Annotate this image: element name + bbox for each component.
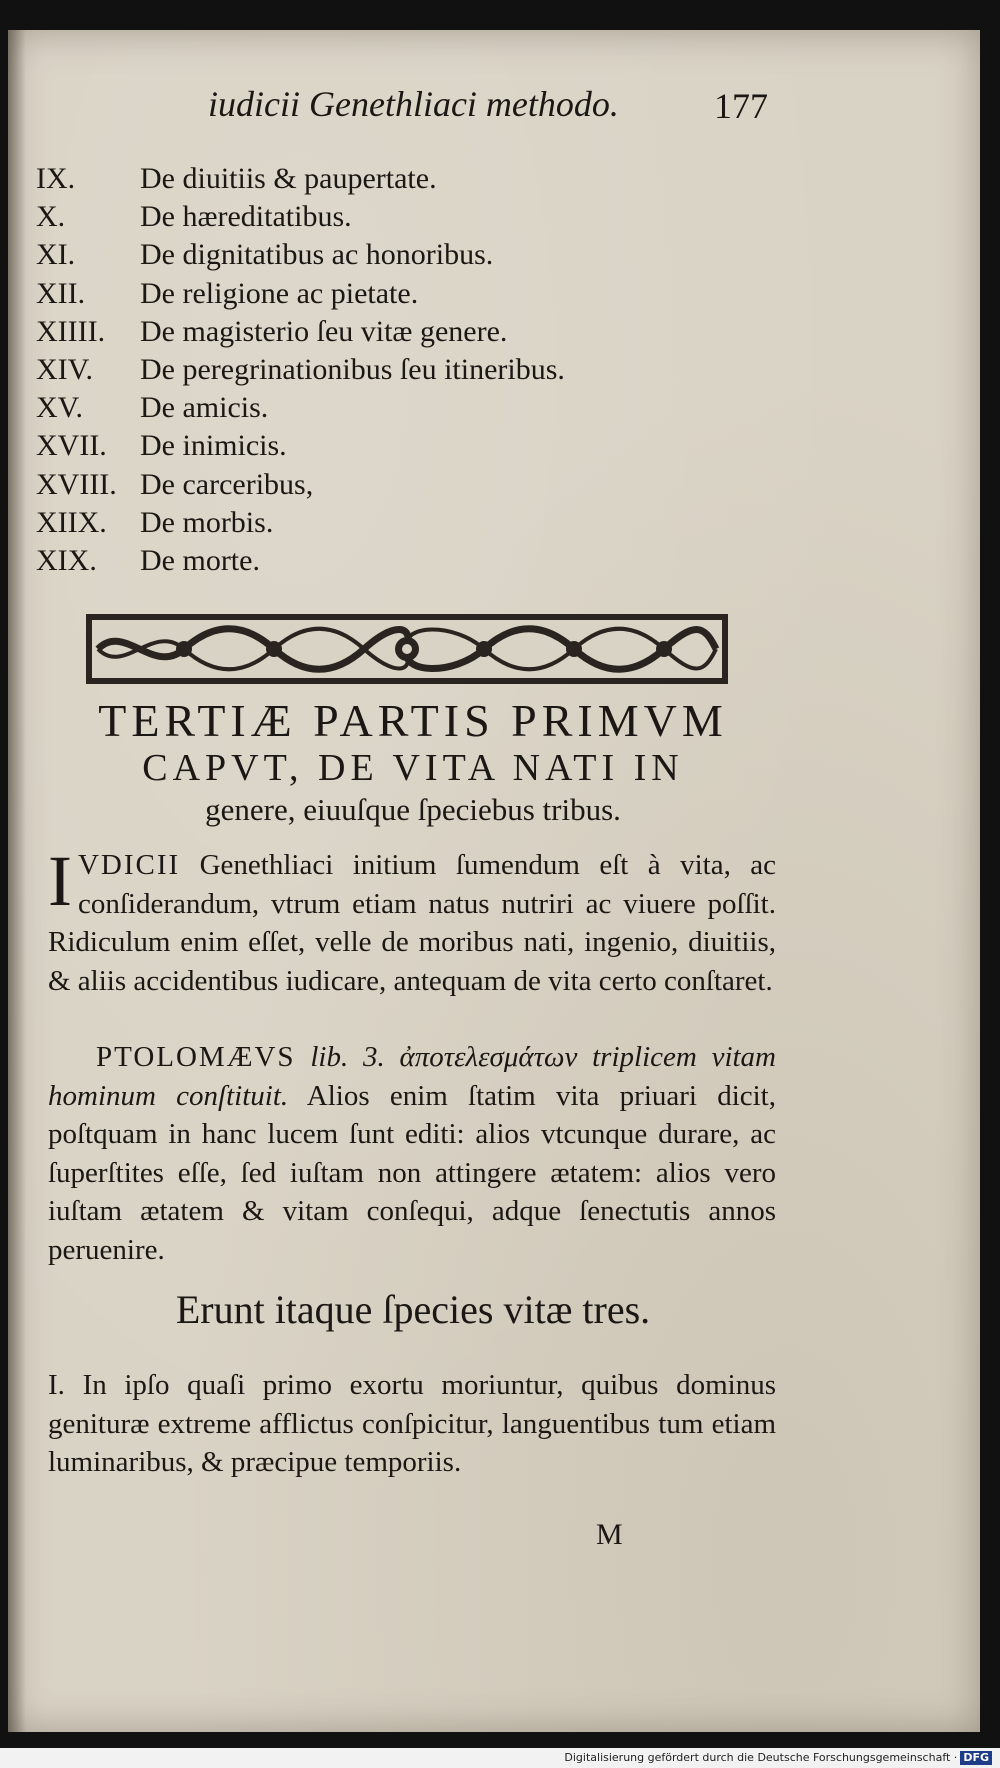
- contents-entry-number: XVII.: [36, 429, 107, 463]
- contents-entry: [36, 160, 565, 198]
- contents-entry-number: XV.: [36, 391, 83, 425]
- contents-entry-number: X.: [36, 200, 66, 234]
- chapter-title-line-3: genere, eiuuſque ſpeciebus tribus.: [205, 792, 621, 827]
- paragraph-3: [48, 1366, 776, 1482]
- contents-entry-title: De magisterio ſeu vitæ genere.: [140, 314, 508, 348]
- contents-entry-title: De hæreditatibus.: [140, 200, 352, 234]
- catchword: M: [596, 1518, 623, 1551]
- paragraph-2-lead: PTOLOMÆVS: [96, 1041, 296, 1073]
- running-head: iudicii Genethliaci methodo.: [208, 84, 619, 124]
- paragraph-1-lead: VDICII: [77, 849, 181, 881]
- paragraph-2-reference: lib. 3.: [310, 1041, 385, 1073]
- contents-entry-title: De morte.: [140, 543, 260, 577]
- contents-entry-title: De inimicis.: [140, 429, 287, 463]
- contents-entry: [36, 198, 565, 236]
- contents-entry-number: XIX.: [36, 543, 97, 577]
- contents-entry-number: XII.: [36, 276, 86, 310]
- paragraph-3-number: I.: [48, 1369, 65, 1401]
- contents-entry: [36, 389, 565, 427]
- contents-entry-number: IX.: [36, 162, 76, 195]
- contents-list: [36, 160, 565, 580]
- paragraph-2-greek: ἀποτελεσμάτων: [399, 1041, 578, 1073]
- digitization-credit: [0, 1748, 1000, 1768]
- contents-entry: [36, 466, 565, 504]
- contents-entry: [36, 542, 565, 580]
- contents-entry-title: De religione ac pietate.: [140, 276, 419, 310]
- contents-entry-title: De diuitiis & paupertate.: [140, 162, 437, 195]
- paragraph-3-text: In ipſo quaſi primo exortu moriuntur, quibus dominus genituræ extreme afflictus conſpicitur, languentibus tum etiam luminaribus, & præcipue temporiis.: [48, 1369, 777, 1479]
- chapter-title-line-2: CAPVT, DE VITA NATI IN: [142, 747, 684, 789]
- page-number: 177: [714, 86, 768, 126]
- contents-entry: [36, 427, 565, 465]
- contents-entry-number: XIIX.: [36, 505, 107, 539]
- section-subheading: Erunt itaque ſpecies vitæ tres.: [175, 1287, 651, 1332]
- chapter-title-line-1: TERTIÆ PARTIS PRIMVM: [98, 695, 728, 746]
- contents-entry-title: De dignitatibus ac honoribus.: [140, 238, 494, 272]
- contents-entry: [36, 275, 565, 313]
- contents-entry-title: De peregrinationibus ſeu itineribus.: [140, 352, 565, 386]
- contents-entry: [36, 236, 565, 274]
- credit-text: Digitalisierung gefördert durch die Deutsche Forschungsgemeinschaft ·: [564, 1751, 958, 1764]
- contents-entry: [36, 313, 565, 351]
- contents-entry-title: De carceribus,: [140, 467, 314, 501]
- contents-entry-number: XVIII.: [36, 467, 117, 501]
- contents-entry: [36, 351, 565, 389]
- contents-entry-number: XIV.: [36, 352, 93, 386]
- contents-entry-number: XIIII.: [36, 314, 106, 348]
- paragraph-2: [48, 1038, 776, 1270]
- contents-entry-number: XI.: [36, 238, 76, 272]
- contents-entry: [36, 504, 565, 542]
- contents-entry-title: De amicis.: [140, 391, 269, 425]
- paragraph-1-text: Genethliaci initium ſumendum eſt à vita, ac conſiderandum, vtrum etiam natus nutriri ac viuere poſſit. Ridiculum enim eſſet, velle de moribus nati, ingenio, diuitiis, & aliis accidentibus iudicare, antequam de vita certo conſtaret.: [48, 849, 776, 997]
- contents-entry-title: De morbis.: [140, 505, 274, 539]
- paragraph-2-italic: triplicem vitam hominum conſtituit.: [48, 1041, 777, 1112]
- ornament-headpiece: [84, 612, 730, 686]
- book-page: [8, 30, 980, 1732]
- drop-cap: I: [48, 841, 72, 921]
- paragraph-2-text: Alios enim ſtatim vita priuari dicit, poſtquam in hanc lucem ſunt editi: alios vtcunque durare, ac ſuperſtites eſſe, ſed iuſtam non attingere ætatem: alios vero iuſtam ætatem & vitam conſequi, adque ſenectutis annos peruenire.: [48, 1079, 776, 1266]
- dfg-logo-icon: DFG: [960, 1751, 992, 1765]
- paragraph-1: [48, 841, 776, 1000]
